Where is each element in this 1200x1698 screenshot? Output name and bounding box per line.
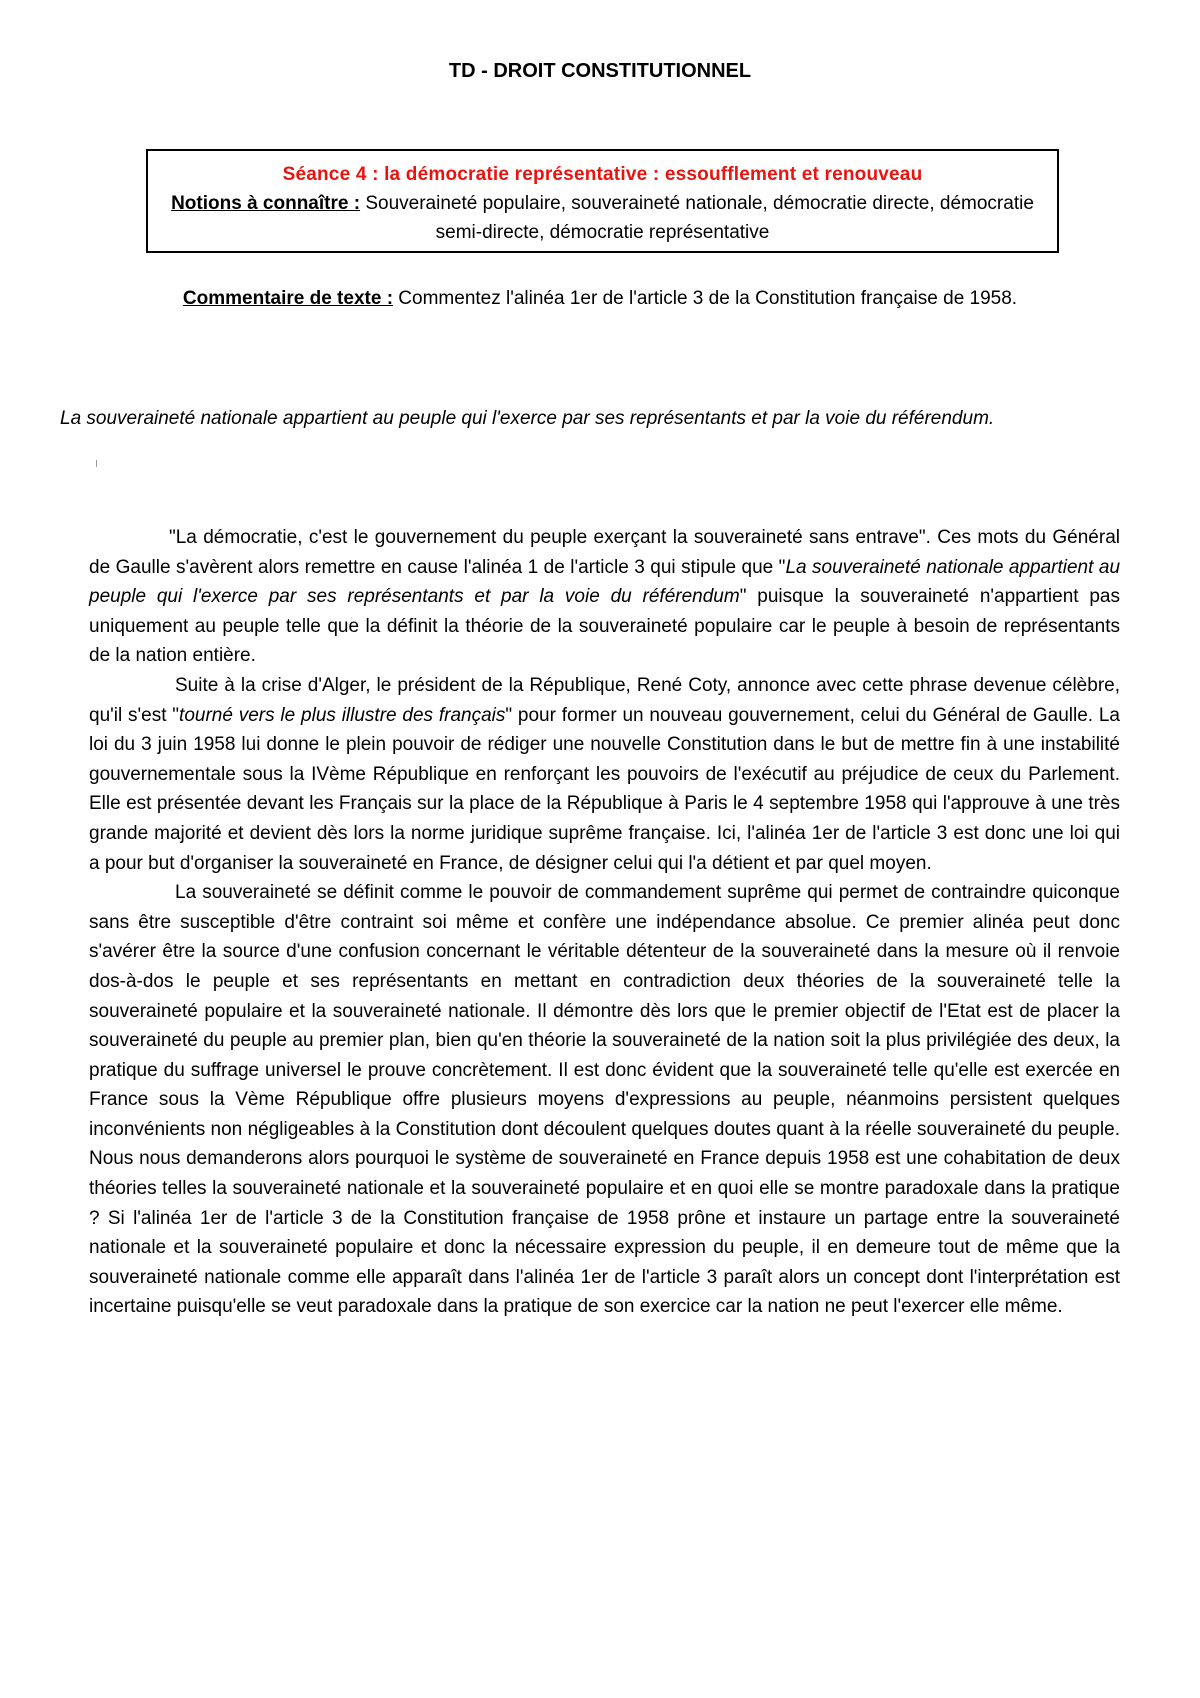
paragraph-3: La souveraineté se définit comme le pouvoir de commandement suprême qui permet de contraindre quiconque sans être susceptible d'être contraint soi même et confère une indépendance absolue. Ce premier alinéa peut donc s'avérer être la source d'une confusion concernant le véritable détenteur de la souveraineté dans la mesure où il renvoie dos-à-dos le peuple et ses représentants en mettant en contradiction deux théories de la souveraineté telle la souveraineté populaire et la souveraineté nationale. Il démontre dès lors que le premier objectif de l'Etat est de placer la souveraineté du peuple au premier plan, bien qu'en théorie la souveraineté de la nation soit la plus privilégiée des deux, la pratique du suffrage universel le prouve concrètement. Il est donc évident que la souveraineté telle qu'elle est exercée en France sous la Vème République offre plusieurs moyens d'expressions au peuple, néanmoins persistent quelques inconvénients non négligeables à la Constitution dont découlent quelques doutes quant à la réelle souveraineté du peuple. Nous nous demanderons alors pourquoi le système de souveraineté en France depuis 1958 est une cohabitation de deux théories telles la souveraineté nationale et la souveraineté populaire et en quoi elle se montre paradoxale dans la pratique ? Si l'alinéa 1er de l'article 3 de la Constitution française de 1958 prône et instaure un partage entre la souveraineté nationale et la souveraineté populaire et donc la nécessaire expression du peuple, il en demeure tout de même que la souveraineté nationale comme elle apparaît dans l'alinéa 1er de l'article 3 paraît alors un concept dont l'interprétation est incertaine puisqu'elle se veut paradoxale dans la pratique de son exercice car la nation ne peut l'exercer elle même.	[89, 882, 1120, 1318]
commentaire-label: Commentaire de texte :	[182, 288, 394, 309]
paragraph-1-text-b: " puisque la souveraineté n'appartient pas uniquement au peuple telle que la définit la théorie de la souveraineté populaire car le peuple à besoin de représentants de la nation entière.	[89, 586, 1120, 667]
seance-title: Séance 4 : la démocratie représentative : essoufflement et renouveau	[282, 164, 923, 185]
paragraph-1-text-a: "La démocratie, c'est le gouvernement du peuple exerçant la souveraineté sans entrave". Ces mots du Général de Gaulle s'avèrent alors remettre en cause l'alinéa 1 de l'article 3 qui stipule que "	[89, 527, 1120, 578]
notions-label: Notions à connaître :	[171, 193, 361, 214]
notions-text: Souveraineté populaire, souveraineté nationale, démocratie directe, démocratie semi-directe, démocratie représentative	[360, 193, 1034, 243]
paragraph-1	[89, 523, 1120, 671]
notions-line	[148, 189, 1057, 247]
paragraph-2-text-a: Suite à la crise d'Alger, le président de la République, René Coty, annonce avec cette phrase devenue célèbre, qu'il s'est "	[89, 674, 1120, 726]
seance-box	[146, 149, 1059, 253]
commentary-body	[89, 523, 1120, 1322]
paragraph-2	[89, 671, 1120, 878]
document-title: TD - DROIT CONSTITUTIONNEL	[448, 60, 752, 82]
stray-mark	[96, 460, 97, 467]
paragraph-1-citation: La souveraineté nationale appartient au peuple qui l'exerce par ses représentants et par la voie du référendum	[89, 556, 1121, 608]
article-quote: La souveraineté nationale appartient au peuple qui l'exerce par ses représentants et par la voie du référendum.	[60, 408, 995, 429]
paragraph-2-citation: tourné vers le plus illustre des français	[179, 704, 506, 726]
commentaire-text: Commentez l'alinéa 1er de l'article 3 de la Constitution française de 1958.	[393, 288, 1018, 309]
commentaire-line	[0, 288, 1200, 310]
paragraph-2-text-b: " pour former un nouveau gouvernement, celui du Général de Gaulle. La loi du 3 juin 1958 lui donne le plein pouvoir de rédiger une nouvelle Constitution dans le but de mettre fin à une instabilité gouvernementale sous la IVème République en renforçant les pouvoirs de l'exécutif au préjudice de ceux du Parlement. Elle est présentée devant les Français sur la place de la République à Paris le 4 septembre 1958 qui l'approuve à une très grande majorité et devient dès lors la norme juridique suprême française. Ici, l'alinéa 1er de l'article 3 est donc une loi qui a pour but d'organiser la souveraineté en France, de désigner celui qui l'a détient et par quel moyen.	[89, 704, 1120, 874]
